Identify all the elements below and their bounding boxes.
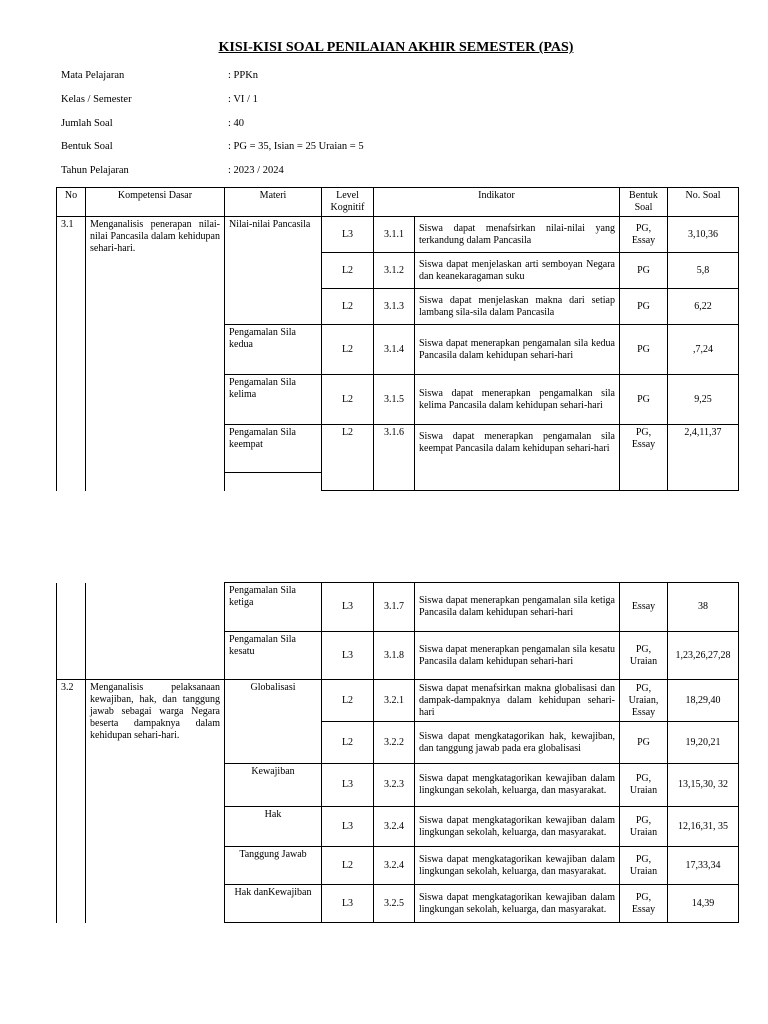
materi-cell: Pengamalan Sila kesatu (225, 632, 322, 680)
indikator-text: Siswa dapat mengkatagorikan kewajiban dalam lingkungan sekolah, keluarga, dan masyarakat. (415, 807, 620, 847)
level-cell: L2 (322, 847, 374, 885)
level-cell: L3 (322, 885, 374, 923)
level-cell: L2 (322, 325, 374, 375)
no-soal-cell: 13,15,30, 32 (668, 764, 739, 807)
table-header-row (57, 188, 739, 217)
info-row (61, 165, 461, 179)
info-label: Tahun Pelajaran (61, 165, 129, 176)
table-row (57, 217, 739, 253)
indikator-code: 3.1.3 (374, 289, 415, 325)
indikator-text: Siswa dapat menerapkan pengamalan sila kedua Pancasila dalam kehidupan sehari-hari (415, 325, 620, 375)
bentuk-soal-cell: PG, Uraian, Essay (620, 680, 668, 722)
no-soal-cell: 14,39 (668, 885, 739, 923)
indikator-code: 3.2.3 (374, 764, 415, 807)
materi-cell: Kewajiban (225, 764, 322, 807)
level-cell: L3 (322, 764, 374, 807)
document-title: KISI-KISI SOAL PENILAIAN AKHIR SEMESTER (PAS) (218, 40, 574, 55)
bentuk-soal-cell: PG (620, 253, 668, 289)
level-cell: L3 (322, 807, 374, 847)
indikator-code: 3.1.7 (374, 583, 415, 632)
materi-cell: Globalisasi (225, 680, 322, 764)
bentuk-soal-cell: PG (620, 375, 668, 425)
bentuk-soal-cell: PG (620, 325, 668, 375)
level-cell: L2 (322, 253, 374, 289)
bentuk-soal-cell: PG, Uraian (620, 807, 668, 847)
info-row (61, 70, 461, 84)
no-soal-cell: 17,33,34 (668, 847, 739, 885)
kd-text: Menganalisis penerapan nilai-nilai Pancasila dalam kehidupan sehari-hari. (86, 217, 225, 491)
header-materi: Materi (225, 188, 322, 217)
level-cell: L2 (322, 722, 374, 764)
no-soal-cell: 19,20,21 (668, 722, 739, 764)
indikator-code: 3.2.4 (374, 807, 415, 847)
bentuk-soal-cell: PG, Uraian (620, 632, 668, 680)
info-value: : PG = 35, Isian = 25 Uraian = 5 (228, 141, 364, 152)
indikator-code: 3.2.1 (374, 680, 415, 722)
level-cell: L3 (322, 583, 374, 632)
materi-cell-empty (225, 473, 322, 491)
kisi-table-part1 (56, 187, 739, 491)
no-soal-cell: 3,10,36 (668, 217, 739, 253)
indikator-text: Siswa dapat mengkatagorikan hak, kewajiban, dan tanggung jawab pada era globalisasi (415, 722, 620, 764)
level-cell: L2 (322, 425, 374, 491)
bentuk-soal-cell: PG, Essay (620, 885, 668, 923)
indikator-code: 3.2.2 (374, 722, 415, 764)
header-level-kognitif: Level Kognitif (322, 188, 374, 217)
indikator-text: Siswa dapat menafsirkan makna globalisasi dan dampak-dampaknya dalam kehidupan sehari-hari (415, 680, 620, 722)
kd-number-empty (57, 583, 86, 680)
info-label: Jumlah Soal (61, 118, 113, 129)
bentuk-soal-cell: PG, Uraian (620, 764, 668, 807)
indikator-text: Siswa dapat menjelaskan arti semboyan Negara dan keanekaragaman suku (415, 253, 620, 289)
kd-number: 3.1 (57, 217, 86, 491)
indikator-code: 3.1.4 (374, 325, 415, 375)
materi-cell: Pengamalan Sila keempat (225, 425, 322, 473)
info-row (61, 118, 461, 132)
no-soal-cell: 2,4,11,37 (668, 425, 739, 491)
table-row (57, 583, 739, 632)
indikator-code: 3.1.6 (374, 425, 415, 491)
materi-cell: Hak (225, 807, 322, 847)
bentuk-soal-cell: PG (620, 289, 668, 325)
info-row (61, 141, 461, 155)
indikator-text: Siswa dapat menerapkan pengamalkan sila kelima Pancasila dalam kehidupan sehari-hari (415, 375, 620, 425)
header-bentuk-soal: Bentuk Soal (620, 188, 668, 217)
header-no: No (57, 188, 86, 217)
header-kompetensi-dasar: Kompetensi Dasar (86, 188, 225, 217)
indikator-code: 3.2.5 (374, 885, 415, 923)
indikator-text: Siswa dapat menafsirkan nilai-nilai yang terkandung dalam Pancasila (415, 217, 620, 253)
indikator-code: 3.2.4 (374, 847, 415, 885)
info-label: Bentuk Soal (61, 141, 113, 152)
no-soal-cell: 18,29,40 (668, 680, 739, 722)
info-row (61, 94, 461, 108)
materi-cell: Nilai-nilai Pancasila (225, 217, 322, 325)
no-soal-cell: 5,8 (668, 253, 739, 289)
bentuk-soal-cell: PG, Uraian (620, 847, 668, 885)
indikator-text: Siswa dapat menerapkan pengamalan sila ketiga Pancasila dalam kehidupan sehari-hari (415, 583, 620, 632)
level-cell: L3 (322, 217, 374, 253)
info-value: : VI / 1 (228, 94, 258, 105)
kd-number: 3.2 (57, 680, 86, 923)
indikator-code: 3.1.5 (374, 375, 415, 425)
indikator-text: Siswa dapat mengkatagorikan kewajiban dalam lingkungan sekolah, keluarga, dan masyarakat. (415, 764, 620, 807)
table-row (57, 680, 739, 722)
no-soal-cell: 6,22 (668, 289, 739, 325)
no-soal-cell: ,7,24 (668, 325, 739, 375)
header-no-soal: No. Soal (668, 188, 739, 217)
materi-cell: Tanggung Jawab (225, 847, 322, 885)
materi-cell: Pengamalan Sila kelima (225, 375, 322, 425)
kisi-table-part2 (56, 582, 739, 923)
info-label: Kelas / Semester (61, 94, 132, 105)
bentuk-soal-cell: Essay (620, 583, 668, 632)
indikator-code: 3.1.1 (374, 217, 415, 253)
indikator-text: Siswa dapat menerapkan pengamalan sila keempat Pancasila dalam kehidupan sehari-hari (415, 425, 620, 491)
level-cell: L2 (322, 680, 374, 722)
indikator-text: Siswa dapat mengkatagorikan kewajiban dalam lingkungan sekolah, keluarga, dan masyarakat. (415, 885, 620, 923)
level-cell: L2 (322, 289, 374, 325)
indikator-text: Siswa dapat menjelaskan makna dari setiap lambang sila-sila dalam Pancasila (415, 289, 620, 325)
level-cell: L2 (322, 375, 374, 425)
indikator-code: 3.1.2 (374, 253, 415, 289)
materi-cell: Pengamalan Sila kedua (225, 325, 322, 375)
no-soal-cell: 38 (668, 583, 739, 632)
materi-cell: Hak danKewajiban (225, 885, 322, 923)
info-value: : PPKn (228, 70, 259, 81)
indikator-text: Siswa dapat mengkatagorikan kewajiban dalam lingkungan sekolah, keluarga, dan masyarakat. (415, 847, 620, 885)
indikator-code: 3.1.8 (374, 632, 415, 680)
level-cell: L3 (322, 632, 374, 680)
no-soal-cell: 1,23,26,27,28 (668, 632, 739, 680)
indikator-text: Siswa dapat menerapkan pengamalan sila kesatu Pancasila dalam kehidupan sehari-hari (415, 632, 620, 680)
info-label: Mata Pelajaran (61, 70, 125, 81)
info-value: : 2023 / 2024 (228, 165, 284, 176)
header-indikator: Indikator (374, 188, 620, 217)
kd-text-empty (86, 583, 225, 680)
bentuk-soal-cell: PG, Essay (620, 217, 668, 253)
no-soal-cell: 12,16,31, 35 (668, 807, 739, 847)
info-value: : 40 (228, 118, 245, 129)
bentuk-soal-cell: PG, Essay (620, 425, 668, 491)
bentuk-soal-cell: PG (620, 722, 668, 764)
materi-cell: Pengamalan Sila ketiga (225, 583, 322, 632)
kd-text: Menganalisis pelaksanaan kewajiban, hak, dan tanggung jawab sebagai warga Negara beserta dampaknya dalam kehidupan sehari-hari. (86, 680, 225, 923)
no-soal-cell: 9,25 (668, 375, 739, 425)
